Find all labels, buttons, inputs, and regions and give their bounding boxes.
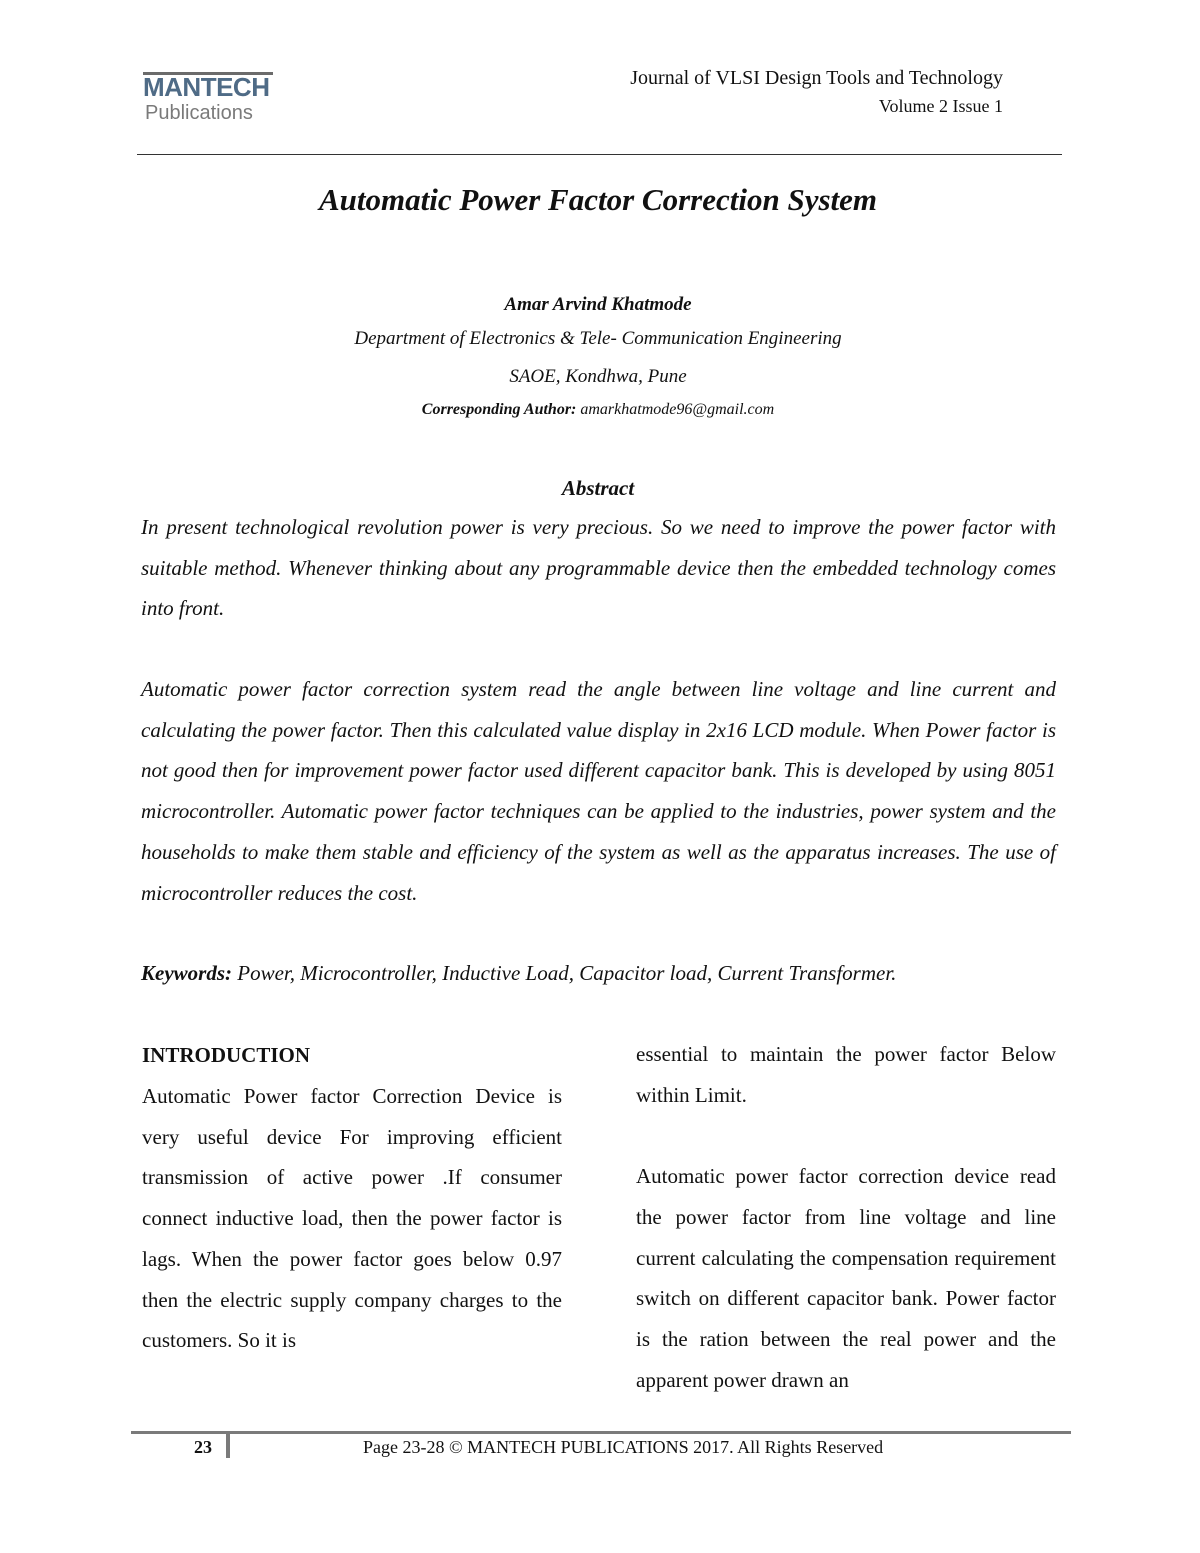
left-column (142, 1034, 562, 1361)
keywords-label: Keywords: (141, 961, 232, 985)
logo-top-text: MANTECH (143, 72, 270, 102)
logo-bottom-text: Publications (145, 102, 253, 124)
introduction-heading: INTRODUCTION (142, 1043, 311, 1067)
page-number-separator (226, 1434, 230, 1458)
corresponding-label: Corresponding Author: (421, 401, 577, 418)
corresponding-email: amarkhatmode96@gmail.com (580, 401, 775, 418)
introduction-paragraph: Automatic power factor correction device read the power factor from line voltage and line current calculating the compensation requirement switch on different capacitor bank. Power factor is the ration between the real power and the apparent power drawn an (636, 1164, 1056, 1392)
publisher-logo (143, 72, 283, 130)
author-name: Amar Arvind Khatmode (504, 294, 692, 315)
abstract-paragraph: In present technological revolution power is very precious. So we need to improve the power factor with suitable method. Whenever thinking about any programmable device then the embedded technology comes into front. (141, 515, 1056, 621)
paragraph-gap (636, 1115, 1056, 1156)
corresponding-author (0, 396, 1196, 424)
journal-name: Journal of VLSI Design Tools and Technology (630, 67, 1003, 89)
keywords-text: Power, Microcontroller, Inductive Load, Capacitor load, Current Transformer. (237, 961, 897, 985)
keywords-line (141, 953, 1061, 993)
abstract-heading: Abstract (561, 476, 635, 500)
journal-header (630, 64, 1003, 120)
right-column (636, 1034, 1056, 1400)
author-block (0, 290, 1196, 424)
volume-issue: Volume 2 Issue 1 (878, 96, 1003, 116)
author-affiliation: SAOE, Kondhwa, Pune (509, 366, 687, 387)
author-department: Department of Electronics & Tele- Communication Engineering (354, 328, 842, 349)
introduction-paragraph: Automatic Power factor Correction Device is very useful device For improving efficient transmission of active power .If consumer connect inductive load, then the power factor is lags. When the power factor goes below 0.97 then the electric supply company charges to the customers. So it is (142, 1084, 562, 1353)
footer-copyright: Page 23-28 © MANTECH PUBLICATIONS 2017. All Rights Reserved (363, 1437, 884, 1457)
introduction-paragraph: essential to maintain the power factor Below within Limit. (636, 1042, 1056, 1107)
page-number: 23 (194, 1437, 212, 1457)
abstract-paragraph: Automatic power factor correction system read the angle between line voltage and line current and calculating the power factor. Then this calculated value display in 2x16 LCD module. When Power factor is not good then for improvement power factor used different capacitor bank. This is developed by using 8051 microcontroller. Automatic power factor techniques can be applied to the industries, power system and the households to make them stable and efficiency of the system as well as the apparatus increases. The use of microcontroller reduces the cost. (141, 677, 1056, 905)
paper-title: Automatic Power Factor Correction System (318, 182, 877, 217)
header-divider (137, 154, 1062, 155)
